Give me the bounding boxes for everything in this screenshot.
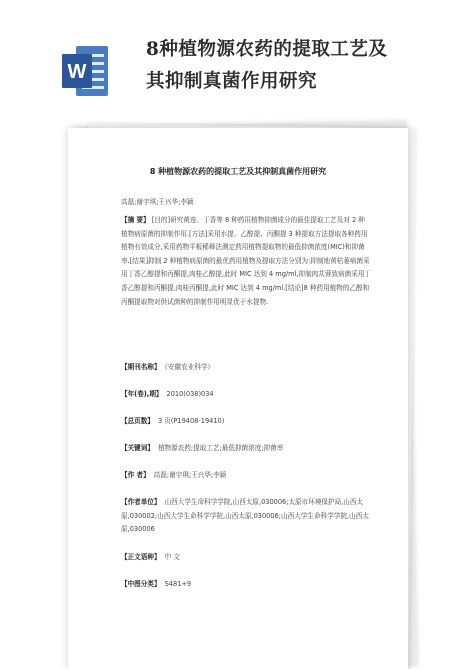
- field-year-volume: [121, 388, 371, 402]
- field-label: 【作 者】: [121, 471, 150, 479]
- document-authors: 高磊;谢宇琪;王兴华;李颖: [121, 198, 194, 206]
- field-label: 【正文语种】: [121, 553, 161, 561]
- field-value: 《安徽农业科学》: [164, 363, 215, 371]
- field-value: 3 页(P19408-19410): [157, 417, 225, 425]
- field-value: 中 文: [164, 553, 180, 561]
- field-language: [121, 551, 371, 565]
- word-icon: [62, 44, 110, 98]
- field-label: 【总页数】: [121, 417, 154, 425]
- page-header: [0, 0, 474, 128]
- document-title: 8 种植物源农药的提取工艺及其抑制真菌作用研究: [149, 167, 327, 176]
- field-journal: [121, 361, 371, 375]
- field-label: 【期刊名称】: [121, 363, 161, 371]
- field-label: 【作者单位】: [121, 498, 161, 506]
- field-label: 【关键词】: [121, 444, 154, 452]
- abstract-label: 【摘 要】: [121, 216, 150, 224]
- abstract: [121, 214, 371, 309]
- field-classification: [121, 578, 371, 592]
- field-value: S481+9: [164, 580, 192, 588]
- abstract-text: [目的]研究黄连、丁香等 8 种药用植物抑菌成分的最佳提取工艺及对 2 种植物病原菌的抑制作用.[方法]采用水提、乙醇提、丙酮提 3 种提取方法提取各种药用植物有效成分,采用药物平板稀释法测定药用植物提取物的最低抑菌浓度(MIC)和抑菌率.[结果]抑制 2 种植物病原菌的最优药用植物及提取方法分别为:抑制地黄枯萎病菌采用丁香乙醇提和丙酮提,肉桂乙醇提,此时 MIC 达到 4 mg/ml,抑制肉苁蓉致病菌采用丁香乙醇提和丙酮提,肉桂丙酮提,此时 MIC 达到 4 mg/ml.[结论]8 种药用植物的乙醇和丙酮提取物对供试菌种的抑制作用明显优于水提物.: [121, 216, 372, 306]
- field-label: 【年(卷),期】: [121, 390, 163, 398]
- page-title: [146, 34, 466, 98]
- field-keywords: [121, 442, 371, 456]
- document-page: [68, 128, 408, 669]
- field-value: 高磊;谢宇琪;王兴华;李颖: [153, 471, 227, 479]
- page-title-line-2: 其抑制真菌作用研究: [146, 71, 318, 92]
- field-label: 【中图分类】: [121, 580, 161, 588]
- field-affiliation: [121, 496, 371, 537]
- field-pages: [121, 415, 371, 429]
- field-value: 植物源农药;提取工艺;最低抑菌浓度;抑菌率: [157, 444, 284, 452]
- page-title-line-1: 8种植物源农药的提取工艺及: [146, 39, 388, 60]
- field-authors: [121, 469, 371, 483]
- field-value: 山西大学生命科学学院,山西太原,030006;太原市环境保护局,山西太原,030002;山西大学生命科学学院,山西太原,030006;山西大学生命科学学院,山西太原,030006: [121, 498, 369, 534]
- word-icon-letter: W: [67, 61, 87, 83]
- field-value: 2010(038)034: [166, 390, 214, 398]
